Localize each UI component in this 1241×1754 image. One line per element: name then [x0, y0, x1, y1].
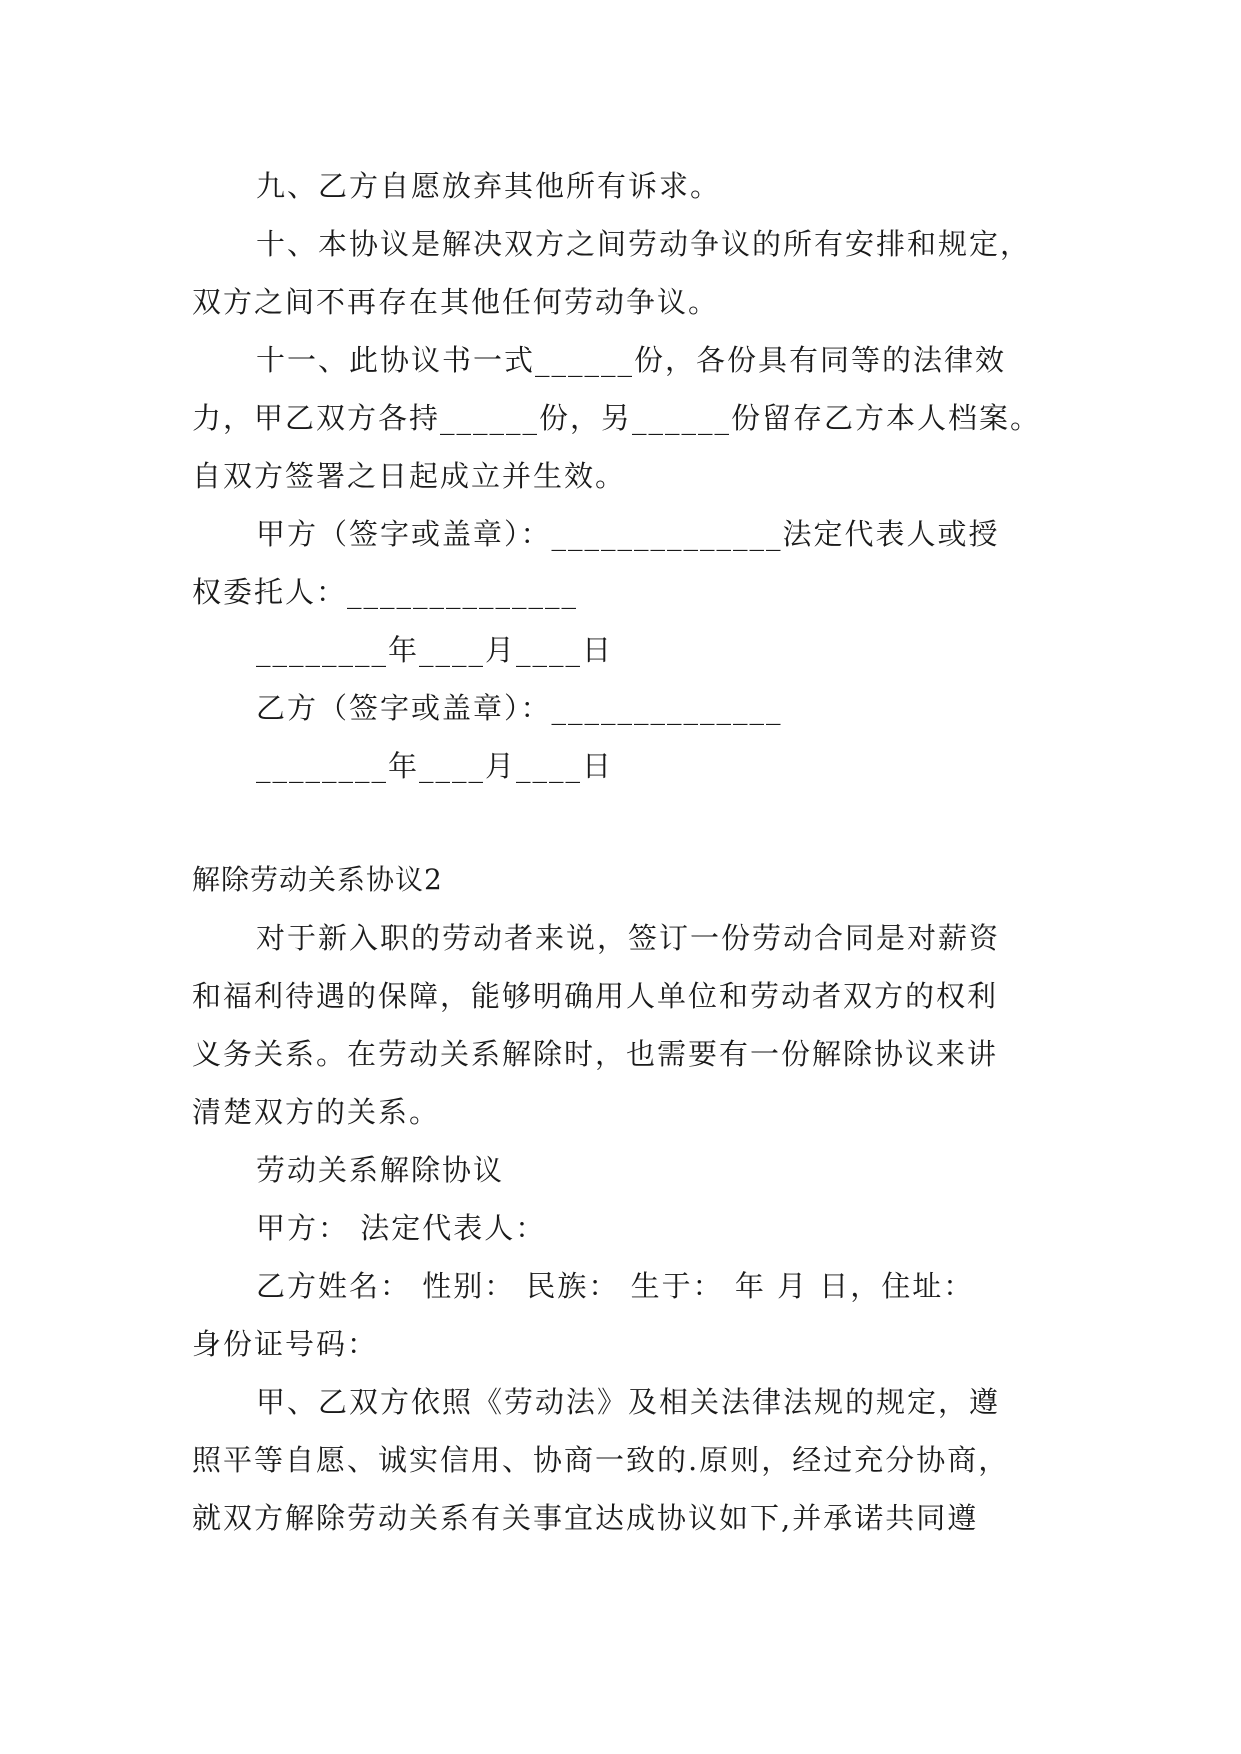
intro-line-1: 对于新入职的劳动者来说，签订一份劳动合同是对薪资 [256, 921, 1001, 955]
party-a-date-line: ________年____月____日 [256, 633, 614, 667]
intro-line-4: 清楚双方的关系。 [192, 1095, 441, 1129]
preamble-line-1: 甲、乙双方依照《劳动法》及相关法律法规的规定，遵 [256, 1385, 1001, 1419]
preamble-line-3: 就双方解除劳动关系有关事宜达成协议如下,并承诺共同遵 [192, 1501, 979, 1535]
clause-9: 九、乙方自愿放弃其他所有诉求。 [256, 169, 722, 203]
authorized-agent-line: 权委托人：______________ [192, 575, 579, 609]
preamble-line-2: 照平等自愿、诚实信用、协商一致的.原则，经过充分协商， [192, 1443, 1010, 1477]
party-b-fields: 乙方姓名： 性别： 民族： 生于： 年 月 日，住址： [256, 1269, 975, 1303]
id-number-field: 身份证号码： [192, 1327, 379, 1361]
section-title: 解除劳动关系协议2 [192, 863, 443, 896]
intro-line-2: 和福利待遇的保障，能够明确用人单位和劳动者双方的权利 [192, 979, 999, 1013]
clause-10-line-1: 十、本协议是解决双方之间劳动争议的所有安排和规定， [256, 227, 1032, 261]
party-a-field: 甲方： 法定代表人： [256, 1211, 547, 1245]
party-b-signature-line: 乙方（签字或盖章）：______________ [256, 691, 783, 725]
clause-11-line-2: 力，甲乙双方各持______份，另______份留存乙方本人档案。 [192, 401, 1042, 435]
party-b-date-line: ________年____月____日 [256, 749, 614, 783]
clause-11-line-3: 自双方签署之日起成立并生效。 [192, 459, 627, 493]
agreement-heading: 劳动关系解除协议 [256, 1153, 505, 1187]
clause-11-line-1: 十一、此协议书一式______份，各份具有同等的法律效 [256, 343, 1007, 377]
party-a-signature-line: 甲方（签字或盖章）：______________法定代表人或授 [256, 517, 1000, 551]
intro-line-3: 义务关系。在劳动关系解除时，也需要有一份解除协议来讲 [192, 1037, 999, 1071]
clause-10-line-2: 双方之间不再存在其他任何劳动争议。 [192, 285, 720, 319]
